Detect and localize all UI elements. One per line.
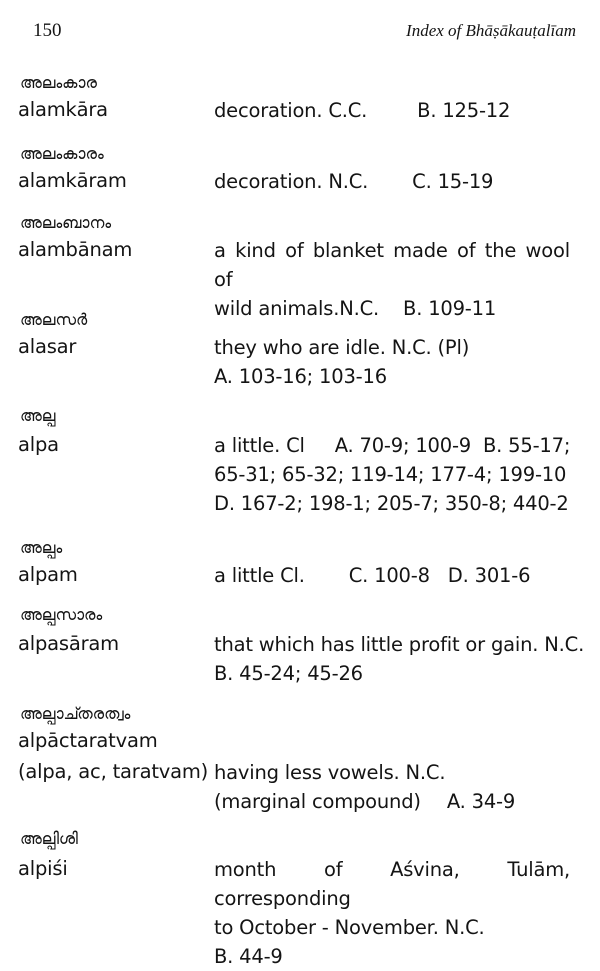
definition-text: month of Aśvina, Tulām, corresponding xyxy=(214,858,570,910)
definition-text: to October - November. N.C. xyxy=(214,916,485,939)
malayalam-term: അലംകാരം xyxy=(20,144,104,163)
reference: A. 103-16; 103-16 xyxy=(214,365,387,388)
definition xyxy=(214,431,570,518)
definition-text: wild animals.N.C. xyxy=(214,297,380,320)
definition-text: they who are idle. N.C. (Pl) xyxy=(214,336,470,359)
malayalam-term: അലസർ xyxy=(20,310,88,329)
definition xyxy=(214,630,585,688)
definition-text: decoration. N.C. xyxy=(214,170,369,193)
malayalam-term: അല്പിശി xyxy=(20,829,78,848)
definition xyxy=(214,236,570,323)
headword: alasar xyxy=(18,335,77,358)
running-head: Index of Bhāṣākauṭalīam xyxy=(406,21,576,40)
headword: alpam xyxy=(18,563,78,586)
definition-text: a kind of blanket made of the wool of xyxy=(214,239,570,291)
reference: A. 34-9 xyxy=(446,790,516,813)
definition-text: that which has little profit or gain. N.C. xyxy=(214,633,585,656)
headword: alambānam xyxy=(18,238,133,261)
reference: D. 167-2; 198-1; 205-7; 350-8; 440-2 xyxy=(214,492,569,515)
definition-text: having less vowels. N.C. xyxy=(214,761,446,784)
page-header xyxy=(0,20,600,50)
definition xyxy=(214,855,570,971)
reference: B. 125-12 xyxy=(417,99,511,122)
headword: alpasāram xyxy=(18,632,119,655)
malayalam-term: അല്പാച്തരത്വം xyxy=(20,704,131,723)
reference: B. 109-11 xyxy=(403,297,497,320)
definition xyxy=(214,333,570,391)
reference: C. 15-19 xyxy=(412,170,494,193)
malayalam-term: അല്പം xyxy=(20,538,63,557)
malayalam-term: അലംബാനം xyxy=(20,213,112,232)
malayalam-term: അല്പസാരം xyxy=(20,605,103,624)
headword: alpa xyxy=(18,433,59,456)
headword: alpiśi xyxy=(18,857,68,880)
page-number: 150 xyxy=(33,20,62,41)
headword: alamkāra xyxy=(18,98,108,121)
definition xyxy=(214,758,570,816)
reference: B. 45-24; 45-26 xyxy=(214,662,363,685)
headword: alpāctaratvam xyxy=(18,729,158,752)
reference: B. 44-9 xyxy=(214,945,283,968)
definition-text: a little. Cl A. 70-9; 100-9 B. 55-17; xyxy=(214,434,571,457)
definition xyxy=(214,561,570,590)
headword-subhead: (alpa, ac, taratvam) xyxy=(18,760,209,783)
definition-text: decoration. C.C. xyxy=(214,99,368,122)
definition xyxy=(214,167,570,196)
reference: C. 100-8 D. 301-6 xyxy=(348,564,531,587)
headword: alamkāram xyxy=(18,169,127,192)
definition xyxy=(214,96,570,125)
malayalam-term: അല്പ xyxy=(20,406,56,425)
definition-text: (marginal compound) xyxy=(214,790,421,813)
reference: 65-31; 65-32; 119-14; 177-4; 199-10 xyxy=(214,463,567,486)
malayalam-term: അലംകാര xyxy=(20,73,97,92)
definition-text: a little Cl. xyxy=(214,564,305,587)
